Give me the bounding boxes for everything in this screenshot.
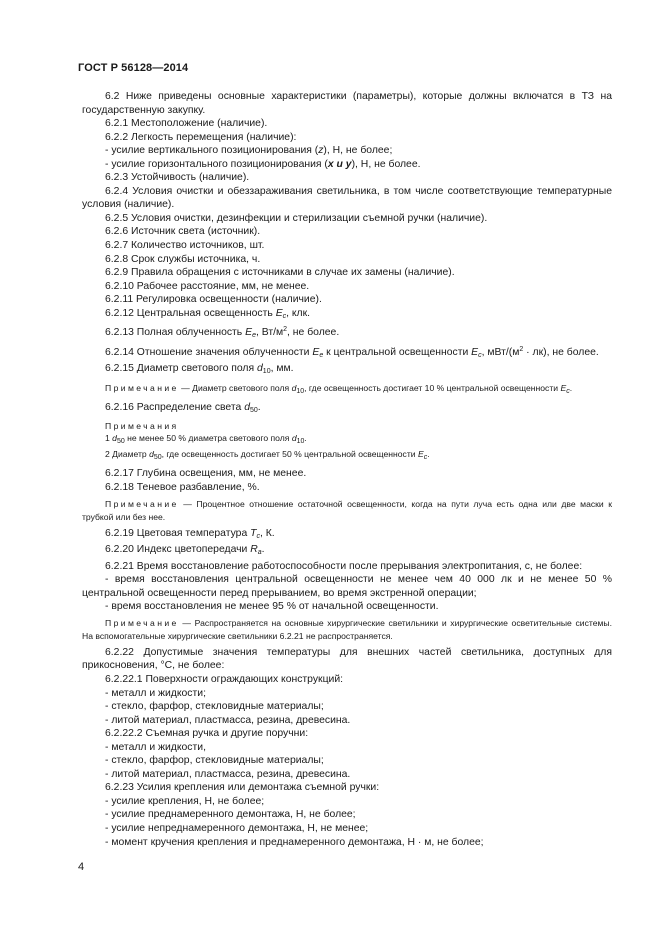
list-item: - усилие вертикального позиционирования (z), Н, не более; xyxy=(105,145,393,157)
item-6-2-16: 6.2.16 Распределение света $d_{50}$. xyxy=(105,401,261,414)
item-6-2-13: 6.2.13 Полная облученность $E_e$, $Вт/м^2$, не более. xyxy=(105,326,340,340)
item-6-2-15: 6.2.15 Диаметр светового поля $d_{10}$, мм. xyxy=(105,363,294,376)
list-item: - усилие преднамеренного демонтажа, Н, не более; xyxy=(105,809,356,821)
item-6-2-17: 6.2.17 Глубина освещения, мм, не менее. xyxy=(105,468,307,480)
item-6-2-9: 6.2.9 Правила обращения с источниками в случае их замены (наличие). xyxy=(105,267,455,279)
item-6-2-19: 6.2.19 Цветовая температура $T_c$, К. xyxy=(105,527,275,540)
document-header: ГОСТ Р 56128—2014 xyxy=(78,62,189,74)
item-6-2-22-2: 6.2.22.2 Съемная ручка и другие поручни: xyxy=(105,728,309,740)
note-6-2-18: Примечание — Процентное отношение остаточной освещенности, когда на пути луча есть одна или две маски к трубкой или без нее. xyxy=(82,498,612,522)
note-6-2-15: Примечание — Диаметр светового поля $d_{10}$, где освещенность достигает 10 % центральной освещенности $E_c$. xyxy=(105,382,573,395)
list-item: - стекло, фарфор, стекловидные материалы; xyxy=(105,701,324,713)
note-item: 1 $d_{50}$ не менее 50 % диаметра светового поля $d_{10}$. xyxy=(105,433,307,446)
paragraph-6-2: 6.2 Ниже приведены основные характеристики (параметры), которые должны включатся в ТЗ на государственную закупку. xyxy=(82,91,612,116)
list-item: - металл и жидкости, xyxy=(105,741,206,753)
list-item: - усилие крепления, Н, не более; xyxy=(105,795,265,807)
list-item: - литой материал, пластмасса, резина, древесина. xyxy=(105,714,351,726)
item-6-2-21: 6.2.21 Время восстановление работоспособности после прерывания электропитания, с, не более: xyxy=(105,560,583,572)
item-6-2-10: 6.2.10 Рабочее расстояние, мм, не менее. xyxy=(105,280,310,292)
item-6-2-22-1: 6.2.22.1 Поверхности ограждающих конструкций: xyxy=(105,673,344,685)
item-6-2-12: 6.2.12 Центральная освещенность $E_c$, клк. xyxy=(105,307,311,320)
item-6-2-22: 6.2.22 Допустимые значения температуры для внешних частей светильника, доступных для прикосновения, °С, не более: xyxy=(82,646,612,672)
list-item: - металл и жидкости; xyxy=(105,687,206,699)
list-item: - стекло, фарфор, стекловидные материалы; xyxy=(105,755,324,767)
item-6-2-7: 6.2.7 Количество источников, шт. xyxy=(105,240,265,252)
item-6-2-18: 6.2.18 Теневое разбавление, %. xyxy=(105,482,260,494)
document-body xyxy=(82,90,612,849)
item-6-2-23: 6.2.23 Усилия крепления или демонтажа съемной ручки: xyxy=(105,782,380,794)
item-6-2-20: 6.2.20 Индекс цветопередачи $R_a$. xyxy=(105,544,265,557)
item-6-2-8: 6.2.8 Срок службы источника, ч. xyxy=(105,253,261,265)
list-item: - момент кручения крепления и преднамеренного демонтажа, Н · м, не более; xyxy=(105,836,484,848)
item-6-2-11: 6.2.11 Регулировка освещенности (наличие). xyxy=(105,294,322,306)
item-6-2-3: 6.2.3 Устойчивость (наличие). xyxy=(105,172,250,184)
item-6-2-6: 6.2.6 Источник света (источник). xyxy=(105,226,261,238)
list-item: - время восстановления не менее 95 % от начальной освещенности. xyxy=(105,601,439,613)
note-item: 2 Диаметр $d_{50}$, где освещенность достигает 50 % центральной освещенности $E_c$. xyxy=(105,449,430,462)
item-6-2-5: 6.2.5 Условия очистки, дезинфекции и стерилизации съемной ручки (наличие). xyxy=(105,212,488,224)
list-item: - усилие непреднамеренного демонтажа, Н, не менее; xyxy=(105,822,369,834)
list-item: - литой материал, пластмасса, резина, древесина. xyxy=(105,768,351,780)
list-item: - время восстановления центральной освещенности не менее чем 40 000 лк и не менее 50 % центральной освещенности перед прерыванием, во время экстренной операции; xyxy=(82,574,612,599)
list-item: - усилие горизонтального позиционирования (x и y), Н, не более. xyxy=(105,158,421,170)
page-number: 4 xyxy=(78,861,85,873)
note-6-2-21: Примечание — Распространяется на основные хирургические светильники и хирургические осветительные системы. На вспомогательные хирургические светильники 6.2.21 не распространяется. xyxy=(82,617,612,641)
notes-heading: Примечания xyxy=(105,421,179,432)
item-6-2-1: 6.2.1 Местоположение (наличие). xyxy=(105,118,268,130)
item-6-2-14: 6.2.14 Отношение значения облученности $E_e$ к центральной освещенности $E_c$, мВт/$(м^2 \cdot лк)$, не более. xyxy=(105,345,599,359)
item-6-2-4: 6.2.4 Условия очистки и обеззараживания светильника, в том числе соответствующие температурные условия (наличие). xyxy=(82,185,612,211)
item-6-2-2: 6.2.2 Легкость перемещения (наличие): xyxy=(105,131,297,143)
